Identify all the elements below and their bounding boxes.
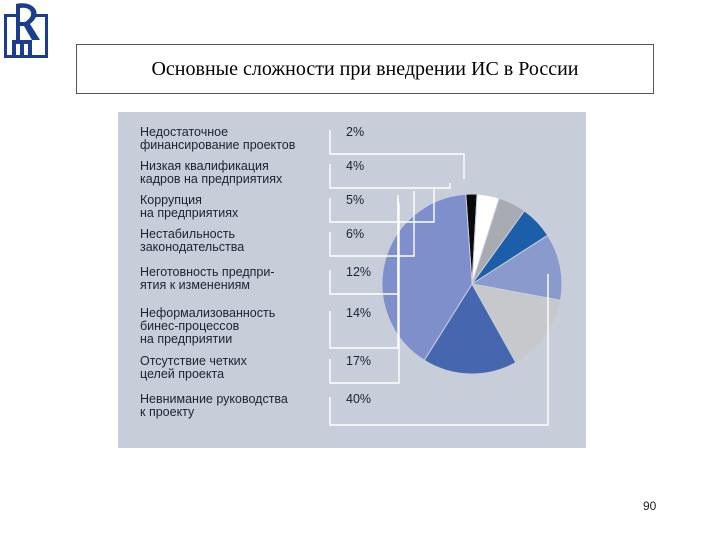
category-label: Неформализованность бинес-процессов на предприятии [140,306,276,346]
category-label: Нестабильность законодательства [140,227,245,254]
value-label: 17% [346,354,372,368]
value-label: 5% [346,193,365,207]
value-label: 14% [346,306,372,320]
value-label: 12% [346,265,372,279]
value-label: 2% [346,125,365,139]
page-number: 90 [643,499,657,513]
category-label: Недостаточное финансирование проектов [140,125,296,152]
category-label: Коррупция на предприятиях [140,193,239,220]
value-label: 4% [346,159,365,173]
category-label: Низкая квалификация кадров на предприятиях [140,159,283,186]
category-label: Отсутствие четких целей проекта [140,354,247,381]
category-label: Неготовность предпри- ятия к изменениям [140,265,275,292]
category-label: Невнимание руководства к проекту [140,392,288,419]
value-label: 6% [346,227,365,241]
value-label: 40% [346,392,372,406]
slide-title: Основные сложности при внедрении ИС в России [151,57,579,80]
